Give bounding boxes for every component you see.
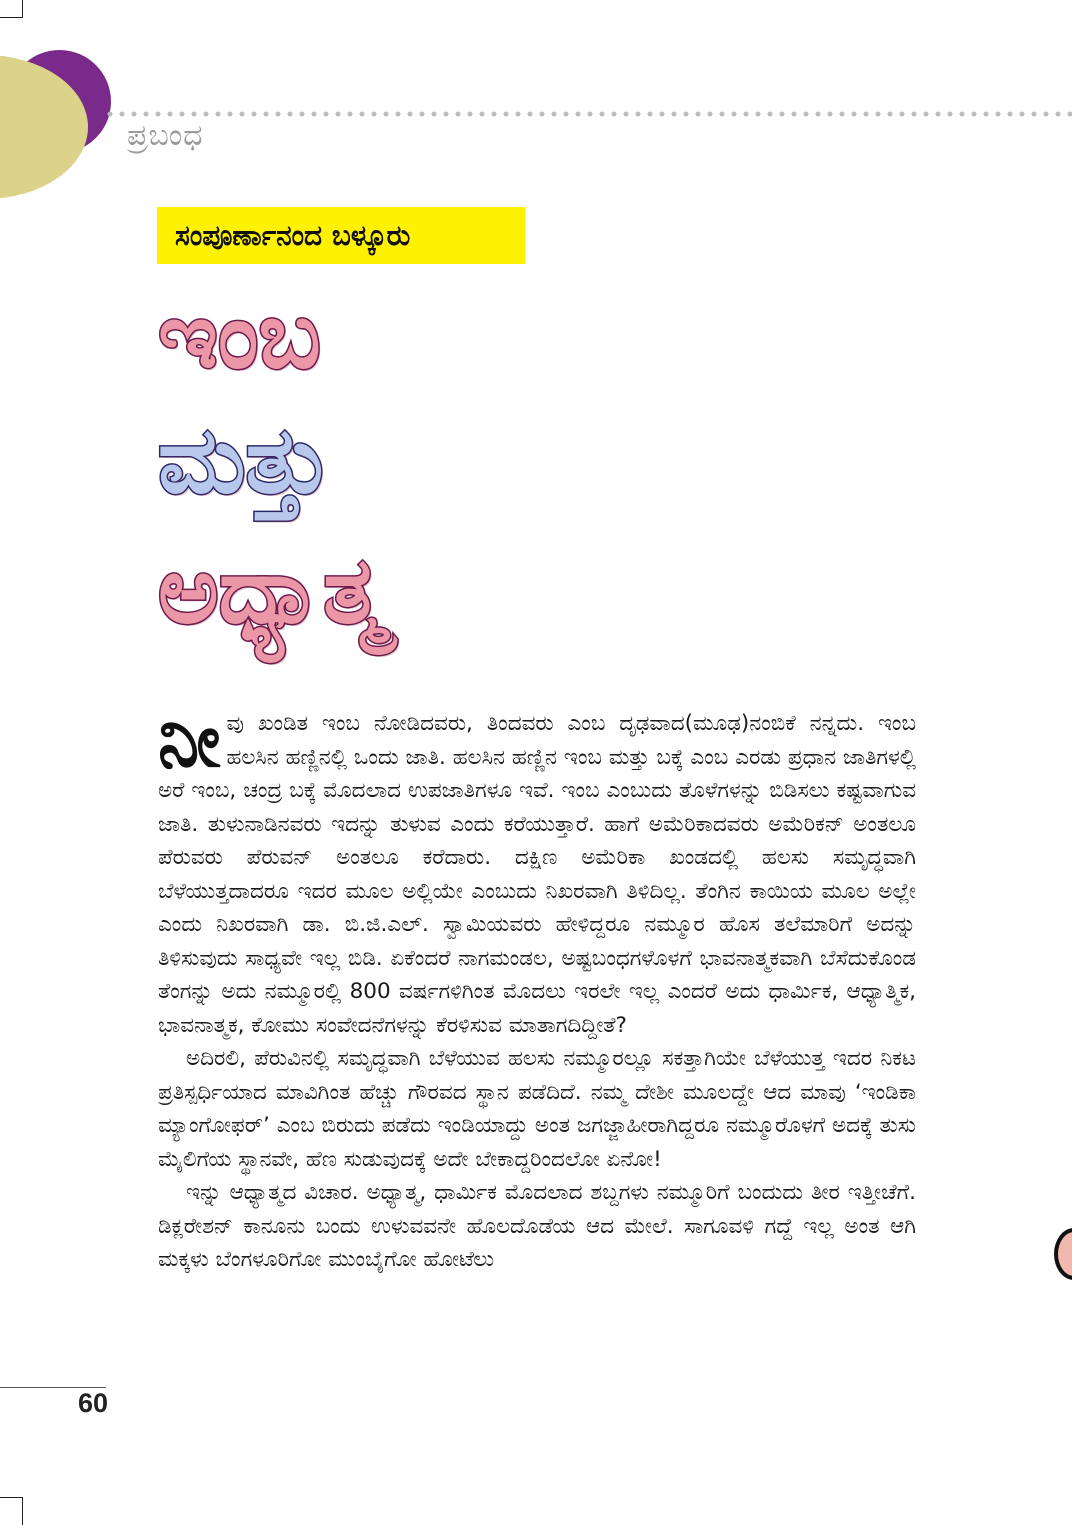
crop-mark-top-left-vertical [22,0,23,18]
section-label: ಪ್ರಬಂಧ [127,118,204,153]
article-body [158,698,916,1277]
author-banner [157,207,525,264]
paragraph-2: ಅದಿರಲಿ, ಪೆರುವಿನಲ್ಲಿ ಸಮೃದ್ಧವಾಗಿ ಬೆಳೆಯುವ ಹಲಸು ನಮ್ಮೂರಲ್ಲೂ ಸಕತ್ತಾಗಿಯೇ ಬೆಳೆಯುತ್ತ ಇದರ ನಿಕಟ ಪ್ರತಿಸ್ಪರ್ಧಿಯಾದ ಮಾವಿಗಿಂತ ಹೆಚ್ಚು ಗೌರವದ ಸ್ಥಾನ ಪಡೆದಿದೆ. ನಮ್ಮ ದೇಶೀ ಮೂಲದ್ದೇ ಆದ ಮಾವು ‘ಇಂಡಿಕಾ ಮ್ಯಾಂಗೋಫರ್’ ಎಂಬ ಬಿರುದು ಪಡೆದು ಇಂಡಿಯಾದ್ದು ಅಂತ ಜಗಜ್ಜಾಹೀರಾಗಿದ್ದರೂ ನಮ್ಮೂರೊಳಗೆ ಅದಕ್ಕೆ ತುಸು ಮೈಲಿಗೆಯ ಸ್ಥಾನವೇ, ಹೆಣ ಸುಡುವುದಕ್ಕೆ ಅದೇ ಬೇಕಾದ್ದರಿಂದಲೋ ಏನೋ! [158,1046,916,1172]
author-name: ಸಂಪೂರ್ಣಾನಂದ ಬಳ್ಕೂರು [175,218,411,252]
paragraph-1 [158,698,916,1042]
crop-mark-bottom-left-vertical [22,1497,23,1525]
title-line-3: ಅಧ್ಯಾತ್ಮ [158,537,385,644]
title-line-1: ಇಂಬ [158,282,321,389]
paragraph-3: ಇನ್ನು ಆಧ್ಯಾತ್ಮದ ವಿಚಾರ. ಅಧ್ಯಾತ್ಮ, ಧಾರ್ಮಿಕ ಮೊದಲಾದ ಶಬ್ದಗಳು ನಮ್ಮೂರಿಗೆ ಬಂದುದು ತೀರ ಇತ್ತೀಚೆಗೆ. ಡಿಕ್ಲರೇಶನ್ ಕಾನೂನು ಬಂದು ಉಳುವವನೇ ಹೊಲದೊಡೆಯ ಆದ ಮೇಲೆ. ಸಾಗೂವಳಿ ಗದ್ದೆ ಇಲ್ಲ ಅಂತ ಆಗಿ ಮಕ್ಕಳು ಬೆಂಗಳೂರಿಗೋ ಮುಂಬೈಗೋ ಹೋಟೆಲು [158,1180,916,1272]
title-line-2: ಮತ್ತು [158,407,332,514]
crop-mark-bottom-left-horizontal [0,1497,22,1498]
page-number: 60 [78,1388,109,1418]
crop-mark-top-left-horizontal [0,17,22,18]
paragraph-1-text: ವು ಖಂಡಿತ ಇಂಬ ನೋಡಿದವರು, ತಿಂದವರು ಎಂಬ ದೃಢವಾದ(ಮೂಢ)ನಂಬಿಕೆ ನನ್ನದು. ಇಂಬ ಹಲಸಿನ ಹಣ್ಣಿನಲ್ಲಿ ಒಂದು ಜಾತಿ. ಹಲಸಿನ ಹಣ್ಣಿನ ಇಂಬ ಮತ್ತು ಬಕ್ಕೆ ಎಂಬ ಎರಡು ಪ್ರಧಾನ ಜಾತಿಗಳಲ್ಲಿ ಅರೆ ಇಂಬ, ಚಂದ್ರ ಬಕ್ಕೆ ಮೊದಲಾದ ಉಪಜಾತಿಗಳೂ ಇವೆ. ಇಂಬ ಎಂಬುದು ತೊಳೆಗಳನ್ನು ಬಿಡಿಸಲು ಕಷ್ಟವಾಗುವ ಜಾತಿ. ತುಳುನಾಡಿನವರು ಇದನ್ನು ತುಳುವ ಎಂದು ಕರೆಯುತ್ತಾರೆ. ಹಾಗೆ ಅಮೆರಿಕಾದವರು ಅಮೆರಿಕನ್ ಅಂತಲೂ ಪೆರುವರು ಪೆರುವನ್ ಅಂತಲೂ ಕರೆದಾರು. ದಕ್ಷಿಣ ಅಮೆರಿಕಾ ಖಂಡದಲ್ಲಿ ಹಲಸು ಸಮೃದ್ಧವಾಗಿ ಬೆಳೆಯುತ್ತದಾದರೂ ಇದರ ಮೂಲ ಅಲ್ಲಿಯೇ ಎಂಬುದು ನಿಖರವಾಗಿ ತಿಳಿದಿಲ್ಲ. ತೆಂಗಿನ ಕಾಯಿಯ ಮೂಲ ಅಲ್ಲೇ ಎಂದು ನಿಖರವಾಗಿ ಡಾ. ಬಿ.ಜಿ.ಎಲ್. ಸ್ವಾಮಿಯವರು ಹೇಳಿದ್ದರೂ ನಮ್ಮೂರ ಹೊಸ ತಲೆಮಾರಿಗೆ ಅದನ್ನು ತಿಳಿಸುವುದು ಸಾಧ್ಯವೇ ಇಲ್ಲ ಬಿಡಿ. ಏಕೆಂದರೆ ನಾಗಮಂಡಲ, ಅಷ್ಟಬಂಧಗಳೊಳಗೆ ಭಾವನಾತ್ಮಕವಾಗಿ ಬೆಸೆದುಕೊಂಡ ತೆಂಗನ್ನು ಅದು ನಮ್ಮೂರಲ್ಲಿ 800 ವರ್ಷಗಳಿಗಿಂತ ಮೊದಲು ಇರಲೇ ಇಲ್ಲ ಎಂದರೆ ಅದು ಧಾರ್ಮಿಕ, ಆಧ್ಯಾತ್ಮಿಕ, ಭಾವನಾತ್ಮಕ, ಕೋಮು ಸಂವೇದನೆಗಳನ್ನು ಕೆರಳಿಸುವ ಮಾತಾಗದಿದ್ದೀತೆ? [158,711,916,1038]
dotted-rule [104,111,1072,117]
drop-cap: ನೀ [158,698,221,784]
edge-illustration [1054,1228,1072,1280]
